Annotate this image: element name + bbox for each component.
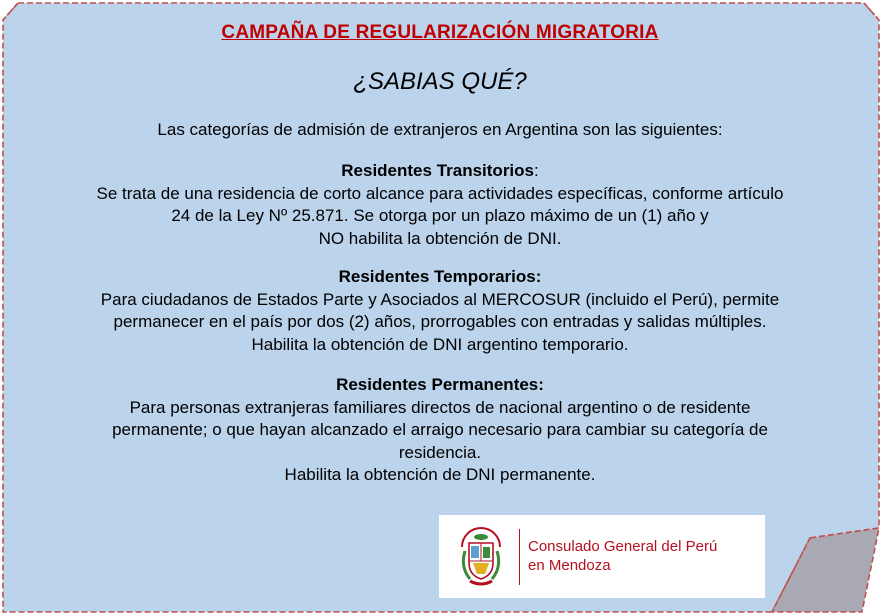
intro-text: Las categorías de admisión de extranjeros en Argentina son las siguientes:: [157, 120, 723, 139]
logo-line: Consulado General del Perú: [528, 538, 718, 555]
logo-divider: [519, 529, 520, 585]
section-line: 24 de la Ley Nº 25.871. Se otorga por un plazo máximo de un (1) año y: [171, 206, 709, 225]
logo-line: en Mendoza: [528, 557, 611, 574]
section-heading: Residentes Temporarios:: [338, 267, 542, 286]
peru-coat-of-arms-icon: [456, 525, 506, 589]
logo-text: [528, 537, 717, 575]
section-permanentes: [40, 374, 840, 487]
section-temporarios: [40, 266, 840, 356]
section-line: Habilita la obtención de DNI permanente.: [284, 465, 596, 484]
section-line: permanente; o que hayan alcanzado el arraigo necesario para cambiar su categoría de: [112, 420, 768, 439]
section-line: residencia.: [398, 442, 482, 462]
section-line: Para ciudadanos de Estados Parte y Asociados al MERCOSUR (incluido el Perú), permite: [100, 289, 780, 309]
section-heading: Residentes Transitorios: [341, 161, 534, 180]
question-heading: ¿SABIAS QUÉ?: [353, 68, 527, 95]
section-heading: Residentes Permanentes:: [336, 375, 544, 394]
page-title: CAMPAÑA DE REGULARIZACIÓN MIGRATORIA: [221, 22, 659, 43]
consulate-logo: [439, 515, 765, 598]
section-line: Para personas extranjeras familiares directos de nacional argentino o de residente: [129, 397, 751, 417]
section-line: Habilita la obtención de DNI argentino temporario.: [251, 334, 629, 354]
section-line: permanecer en el país por dos (2) años, prorrogables con entradas y salidas múltiples.: [113, 312, 767, 331]
section-transitorios: Residentes Transitorios: Se trata de una residencia de corto alcance para actividades específicas, conforme artículo 24 de la Ley Nº 25.871. Se otorga por un plazo máximo de un (1) año y NO habilita la obtención de DNI.: [40, 160, 840, 250]
section-line: Se trata de una residencia de corto alcance para actividades específicas, conforme artículo: [96, 183, 784, 203]
section-line: NO habilita la obtención de DNI.: [318, 228, 562, 248]
